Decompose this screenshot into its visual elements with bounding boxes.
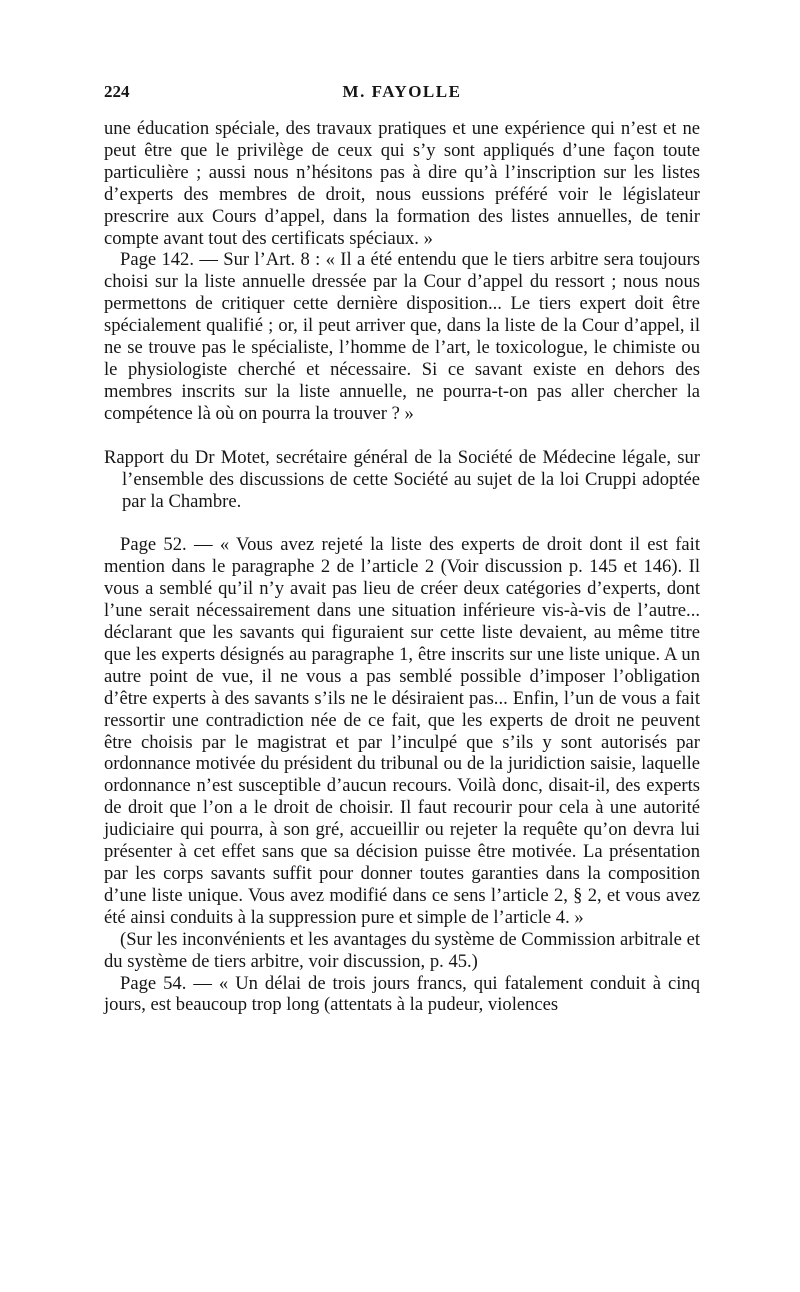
page-number: 224 [104,82,130,101]
running-head: M. FAYOLLE [342,82,462,101]
paragraph-page-142: Page 142. — Sur l’Art. 8 : « Il a été entendu que le tiers arbitre sera toujours choisi sur la liste annuelle dressée par la Cour d’appel du ressort ; nous nous permettons de critiquer cette dernière disposition... Le tiers expert doit être spécialement qualifié ; or, il peut arriver que, dans la liste de la Cour d’appel, il ne se trouve pas le spécialiste, l’homme de l’art, le toxicologue, le chimiste ou le physiologiste cherché et nécessaire. Si ce savant existe en dehors des membres inscrits sur la liste annuelle, ne pourra-t-on pas aller chercher la compétence là où on pourra la trouver ? » [104,249,700,424]
paragraph-page-54: Page 54. — « Un délai de trois jours francs, qui fatalement conduit à cinq jours, est beaucoup trop long (attentats à la pudeur, violences [104,972,700,1016]
paragraph-rapport-motet: Rapport du Dr Motet, secrétaire général de la Société de Médecine légale, sur l’ensemble des discussions de cette Société au sujet de la loi Cruppi adoptée par la Chambre. [104,446,700,512]
paragraph-note-commission: (Sur les inconvénients et les avantages du système de Commission arbitrale et du système de tiers arbitre, voir discussion, p. 45.) [104,928,700,972]
paragraph-page-52: Page 52. — « Vous avez rejeté la liste des experts de droit dont il est fait mention dans le paragraphe 2 de l’article 2 (Voir discussion p. 145 et 146). Il vous a semblé qu’il n’y avait pas lieu de créer deux catégories d’experts, dont l’une serait nécessairement dans une situation inférieure vis-à-vis de l’autre... déclarant que les savants qui figuraient sur cette liste devaient, au même titre que les experts désignés au paragraphe 1, être inscrits sur une liste unique. A un autre point de vue, il ne vous a pas semblé possible d’imposer l’obligation d’être experts à des savants s’ils ne le désiraient pas... Enfin, l’un de vous a fait ressortir une contradiction née de ce fait, que les experts de droit ne peuvent être choisis par le magistrat et par l’inculpé que s’ils y sont autorisés par ordonnance motivée du président du tribunal ou de la juridiction saisie, laquelle ordonnance n’est susceptible d’aucun recours. Voilà donc, disait-il, des experts de droit que l’on a le droit de choisir. Il faut recourir pour cela à une autorité judiciaire qui pourra, à son gré, accueillir ou rejeter la requête qu’on devra lui présenter à cet effet sans que sa décision puisse être motivée. La présentation par les corps savants suffit pour donner toutes garanties dans la composition d’une liste unique. Vous avez modifié dans ce sens l’article 2, § 2, et vous avez été ainsi conduits à la suppression pure et simple de l’article 4. » [104,534,700,928]
page-header [104,82,700,104]
body-text [104,118,700,1016]
paragraph-continuation: une éducation spéciale, des travaux pratiques et une expérience qui n’est et ne peut être que le privilège de ceux qui s’y sont appliqués d’une façon toute particulière ; aussi nous n’hésitons pas à dire qu’à l’inscription sur les listes d’experts des membres de droit, nous eussions préféré voir le législateur prescrire aux Cours d’appel, dans la formation des listes annuelles, de tenir compte avant tout des certificats spéciaux. » [104,118,700,249]
